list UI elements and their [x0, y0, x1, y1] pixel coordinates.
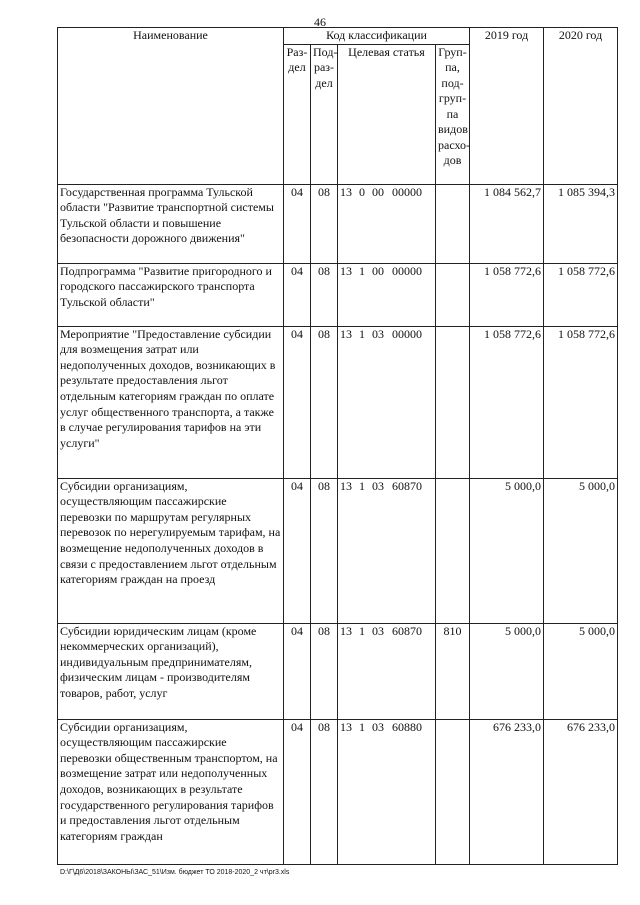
- table-row: [58, 478, 618, 623]
- row-expense-group: [436, 184, 470, 263]
- page-number: 46: [314, 15, 326, 29]
- target-subprogram: 0: [359, 184, 365, 199]
- target-measure: 00: [372, 263, 384, 278]
- target-measure: 03: [372, 478, 384, 493]
- row-value-2019: 5 000,0: [470, 623, 544, 719]
- target-program: 13: [340, 719, 352, 734]
- table-body: [58, 184, 618, 864]
- row-value-2019: 1 058 772,6: [470, 263, 544, 326]
- row-subsection: 08: [311, 478, 338, 623]
- row-target-article: [338, 719, 436, 864]
- target-subprogram: 1: [359, 623, 365, 638]
- table-header: [58, 28, 618, 185]
- target-direction: 00000: [392, 184, 422, 199]
- row-target-article: [338, 623, 436, 719]
- row-name: Субсидии юридическим лицам (кроме некоммерческих организаций), индивидуальным предпринимателям, физическим лицам - производителям товаров, работ, услуг: [58, 623, 284, 719]
- row-expense-group: [436, 478, 470, 623]
- row-subsection: 08: [311, 184, 338, 263]
- target-subprogram: 1: [359, 326, 365, 341]
- table-row: [58, 719, 618, 864]
- row-name: Субсидии организациям, осуществляющим пассажирские перевозки по маршрутам регулярных перевозок по нерегулируемым тарифам, на возмещение недополученных доходов в связи с предоставлением льгот отдельным категориям граждан на проезд: [58, 478, 284, 623]
- header-classification: Код классификации: [284, 28, 470, 45]
- target-direction: 00000: [392, 326, 422, 341]
- header-2019: 2019 год: [470, 28, 544, 185]
- row-target-article: [338, 263, 436, 326]
- row-value-2020: 5 000,0: [544, 623, 618, 719]
- target-direction: 60870: [392, 623, 422, 638]
- file-path-footer: D:\Г\Д6\2018\ЗАКОНЫ\ЗАС_51\Изм. бюджет ТО 2018-2020_2 чт\pr3.xls: [60, 869, 290, 876]
- row-expense-group: 810: [436, 623, 470, 719]
- target-direction: 60870: [392, 478, 422, 493]
- table-row: [58, 263, 618, 326]
- row-name: Подпрограмма "Развитие пригородного и городского пассажирского транспорта Тульской области": [58, 263, 284, 326]
- row-subsection: 08: [311, 623, 338, 719]
- row-section: 04: [284, 184, 311, 263]
- row-target-article: [338, 184, 436, 263]
- target-subprogram: 1: [359, 478, 365, 493]
- row-value-2019: 1 058 772,6: [470, 326, 544, 478]
- row-name: Субсидии организациям, осуществляющим пассажирские перевозки общественным транспортом, на возмещение затрат или недополученных доходов, возникающих в результате государственного регулирования тарифов и предоставления льгот отдельным категориям граждан: [58, 719, 284, 864]
- row-name: Мероприятие "Предоставление субсидии для возмещения затрат или недополученных доходов, возникающих в результате предоставления льгот отдельным категориям граждан по оплате услуг общественного транспорта, а также в случае регулирования тарифов на эти услуги": [58, 326, 284, 478]
- row-expense-group: [436, 719, 470, 864]
- header-subsection: Под- раз- дел: [311, 44, 338, 184]
- row-section: 04: [284, 326, 311, 478]
- target-program: 13: [340, 623, 352, 638]
- header-target-article: Целевая статья: [338, 44, 436, 184]
- target-direction: 60880: [392, 719, 422, 734]
- row-target-article: [338, 326, 436, 478]
- row-expense-group: [436, 263, 470, 326]
- row-subsection: 08: [311, 326, 338, 478]
- row-section: 04: [284, 263, 311, 326]
- row-expense-group: [436, 326, 470, 478]
- target-direction: 00000: [392, 263, 422, 278]
- row-value-2020: 1 058 772,6: [544, 263, 618, 326]
- target-measure: 03: [372, 623, 384, 638]
- target-program: 13: [340, 184, 352, 199]
- target-program: 13: [340, 478, 352, 493]
- header-name: Наименование: [58, 28, 284, 185]
- table-row: [58, 326, 618, 478]
- row-value-2020: 676 233,0: [544, 719, 618, 864]
- row-name: Государственная программа Тульской области "Развитие транспортной системы Тульской области и повышение безопасности дорожного движения": [58, 184, 284, 263]
- row-value-2020: 1 085 394,3: [544, 184, 618, 263]
- header-section: Раз- дел: [284, 44, 311, 184]
- row-value-2019: 676 233,0: [470, 719, 544, 864]
- row-section: 04: [284, 719, 311, 864]
- header-2020: 2020 год: [544, 28, 618, 185]
- row-subsection: 08: [311, 263, 338, 326]
- target-subprogram: 1: [359, 719, 365, 734]
- table-row: [58, 623, 618, 719]
- target-program: 13: [340, 326, 352, 341]
- row-target-article: [338, 478, 436, 623]
- row-value-2020: 1 058 772,6: [544, 326, 618, 478]
- header-expense-group: Груп- па, под- груп- па видов расхо- дов: [436, 44, 470, 184]
- row-value-2020: 5 000,0: [544, 478, 618, 623]
- row-section: 04: [284, 623, 311, 719]
- table-row: [58, 184, 618, 263]
- row-section: 04: [284, 478, 311, 623]
- row-subsection: 08: [311, 719, 338, 864]
- target-measure: 03: [372, 326, 384, 341]
- target-measure: 03: [372, 719, 384, 734]
- budget-table: [57, 27, 618, 865]
- target-measure: 00: [372, 184, 384, 199]
- row-value-2019: 1 084 562,7: [470, 184, 544, 263]
- row-value-2019: 5 000,0: [470, 478, 544, 623]
- target-subprogram: 1: [359, 263, 365, 278]
- target-program: 13: [340, 263, 352, 278]
